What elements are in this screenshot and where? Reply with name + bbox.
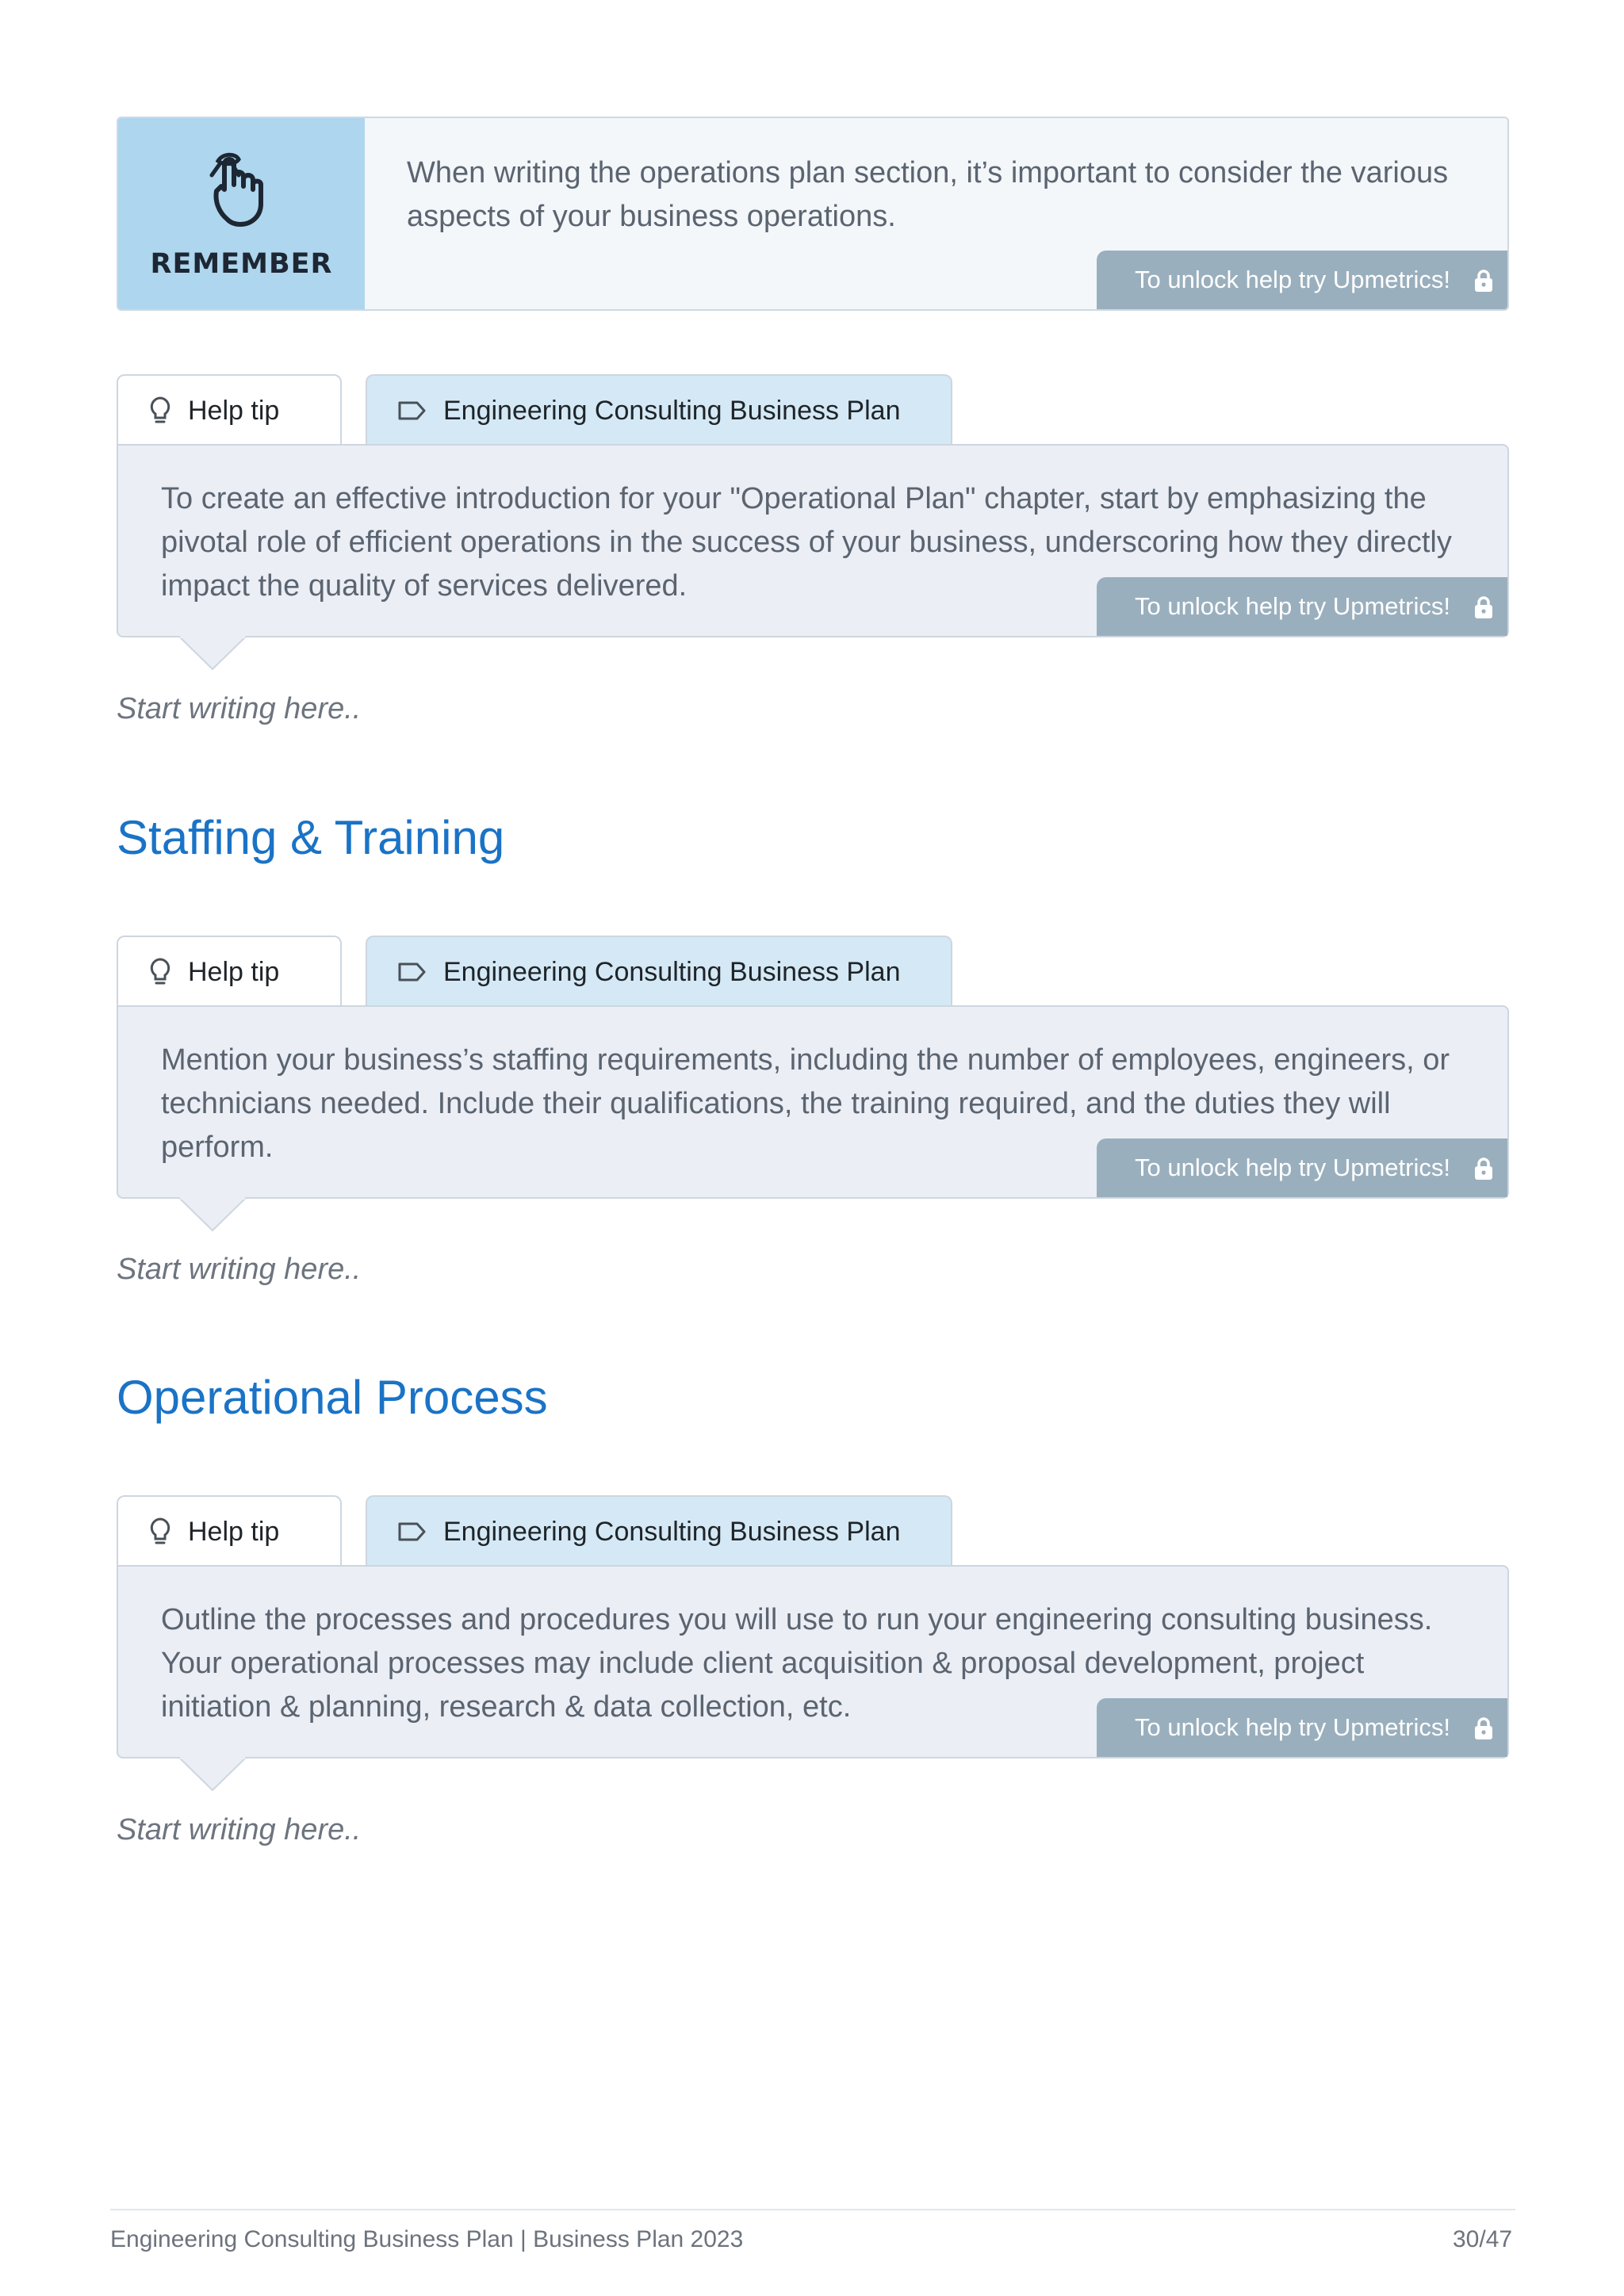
tag-icon: [397, 961, 427, 983]
tab-business-plan[interactable]: [366, 936, 952, 1007]
tab-help-tip[interactable]: [117, 374, 342, 446]
tag-icon: [397, 1521, 427, 1543]
tab-help-tip-label: Help tip: [188, 395, 280, 426]
unlock-button[interactable]: [1097, 1698, 1507, 1757]
unlock-button[interactable]: [1097, 577, 1507, 636]
unlock-button[interactable]: [1097, 1138, 1507, 1197]
tab-business-plan-label: Engineering Consulting Business Plan: [443, 395, 901, 426]
unlock-label: To unlock help try Upmetrics!: [1135, 592, 1450, 620]
unlock-label: To unlock help try Upmetrics!: [1135, 1154, 1450, 1181]
lightbulb-icon: [148, 396, 172, 426]
help-tip-box: [117, 1005, 1509, 1199]
lightbulb-icon: [148, 957, 172, 987]
section-heading: Staffing & Training: [117, 811, 505, 864]
remember-callout: [117, 117, 1509, 311]
page-number: 30/47: [1453, 2226, 1513, 2252]
lock-icon: [1474, 1716, 1493, 1747]
tab-business-plan[interactable]: [366, 1495, 952, 1567]
lock-icon: [1474, 595, 1493, 626]
finger-string-icon: [204, 148, 275, 239]
tab-help-tip[interactable]: [117, 1495, 342, 1567]
callout-pointer: [178, 1757, 247, 1797]
lock-icon: [1474, 269, 1493, 299]
tab-help-tip-label: Help tip: [188, 1516, 280, 1547]
remember-text: When writing the operations plan section, it’s important to consider the various aspects of your business operations.: [407, 156, 1449, 233]
tab-business-plan-label: Engineering Consulting Business Plan: [443, 956, 901, 987]
remember-label: REMEMBER: [150, 248, 333, 280]
remember-side-panel: [118, 118, 365, 309]
help-tip-text: Outline the processes and procedures you will use to run your engineering consulting business. Your operational processes may include client acquisition & proposal development, project initiation & planning, research & data collection, etc.: [161, 1603, 1433, 1724]
tag-icon: [397, 400, 427, 422]
lightbulb-icon: [148, 1517, 172, 1547]
unlock-button[interactable]: [1097, 251, 1507, 309]
footer-title: Engineering Consulting Business Plan | Business Plan 2023: [110, 2226, 744, 2252]
callout-pointer: [178, 636, 247, 676]
help-tip-text: Mention your business’s staffing requirements, including the number of employees, engineers, or technicians needed. Include their qualifications, the training required, and the duties they will perform.: [161, 1043, 1450, 1164]
lock-icon: [1474, 1157, 1493, 1187]
footer-divider: [110, 2209, 1515, 2210]
unlock-label: To unlock help try Upmetrics!: [1135, 1713, 1450, 1741]
writing-placeholder[interactable]: Start writing here..: [117, 1813, 362, 1846]
callout-pointer: [178, 1197, 247, 1238]
tab-help-tip[interactable]: [117, 936, 342, 1007]
help-tip-text: To create an effective introduction for your "Operational Plan" chapter, start by emphasizing the pivotal role of efficient operations in the success of your business, underscoring how they directly impact the quality of services delivered.: [161, 482, 1452, 603]
section-heading: Operational Process: [117, 1371, 548, 1424]
tab-business-plan[interactable]: [366, 374, 952, 446]
help-tip-box: [117, 444, 1509, 637]
help-tip-box: [117, 1565, 1509, 1758]
tab-business-plan-label: Engineering Consulting Business Plan: [443, 1516, 901, 1547]
tab-help-tip-label: Help tip: [188, 956, 280, 987]
unlock-label: To unlock help try Upmetrics!: [1135, 266, 1450, 293]
writing-placeholder[interactable]: Start writing here..: [117, 1253, 362, 1286]
writing-placeholder[interactable]: Start writing here..: [117, 692, 362, 725]
